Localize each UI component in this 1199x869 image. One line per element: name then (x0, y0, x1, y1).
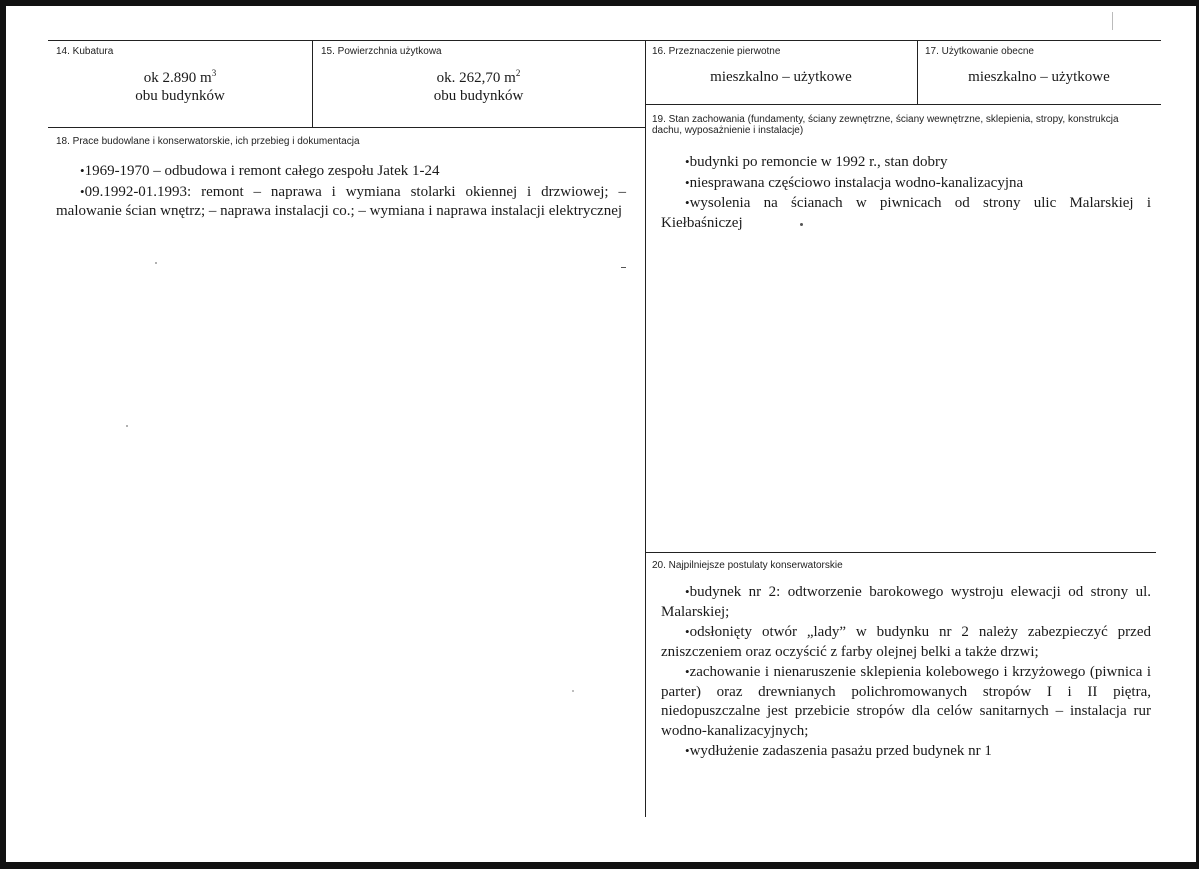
field20-item-text: zachowanie i nienaruszenie sklepienia kolebowego i krzyżowego (piwnica i parter) oraz drewnianych polichromowanych stropów I i II piętra, niedopuszczalne jest przebicie stropów dla celów sanitarnych – instalacja rur wodno-kanalizacyjnych; (661, 664, 1151, 739)
field19-item (661, 173, 1151, 194)
field16-label: 16. Przeznaczenie pierwotne (652, 46, 781, 57)
field18-label: 18. Prace budowlane i konserwatorskie, ich przebieg i dokumentacja (56, 136, 360, 147)
field20-item-text: wydłużenie zadaszenia pasażu przed budynek nr 1 (689, 743, 992, 759)
scan-speck (1112, 12, 1113, 30)
field20-content (661, 582, 1151, 762)
field19-item (661, 193, 1151, 233)
field19-item-text: niesprawana częściowo instalacja wodno-kanalizacyjna (689, 174, 1024, 191)
bullet-icon: • (685, 743, 690, 758)
field15-value-line2: obu budynków (433, 88, 524, 104)
field19-item-text: wysolenia na ścianach w piwnicach od strony ulic Malarskiej i Kiełbaśniczej (661, 195, 1151, 231)
field20-label: 20. Najpilniejsze postulaty konserwatorskie (652, 560, 843, 571)
bullet-icon: • (685, 174, 690, 190)
field19-content (661, 152, 1151, 233)
field17-label: 17. Użytkowanie obecne (925, 46, 1034, 57)
top-rule (48, 40, 1161, 41)
scan-speck (155, 262, 157, 264)
scan-speck (572, 690, 574, 692)
field18-item (56, 182, 626, 222)
field19-label: 19. Stan zachowania (fundamenty, ściany zewnętrzne, ściany wewnętrzne, sklepienia, stropy, konstrukcja dachu, wyposażnienie i instalacje) (652, 114, 1119, 136)
field14-value-line1: ok 2.890 m (143, 70, 212, 86)
field20-item (661, 582, 1151, 622)
field18-item (56, 161, 626, 182)
field18-item-text: 09.1992-01.1993: remont – naprawa i wymiana stolarki okiennej i drzwiowej; – malowanie ścian wnętrz; – naprawa instalacji co.; – wymiana i naprawa instalacji elektrycznej (56, 183, 626, 219)
field20-item-text: budynek nr 2: odtworzenie barokowego wystroju elewacji od strony ul. Malarskiej; (661, 584, 1151, 620)
field14-value-line2: obu budynków (135, 88, 225, 104)
bullet-icon: • (80, 163, 85, 178)
main-column-divider (645, 40, 646, 817)
rule-under-top-row-right (645, 104, 1161, 105)
field15-label: 15. Powierzchnia użytkowa (321, 46, 442, 57)
bullet-icon: • (685, 584, 690, 599)
bullet-icon: • (685, 664, 690, 679)
rule-under-field19 (645, 552, 1156, 553)
field16-value: mieszkalno – użytkowe (710, 69, 852, 85)
field19-item-text: budynki po remoncie w 1992 r., stan dobry (689, 154, 948, 170)
scan-speck (621, 267, 626, 268)
field15-value (312, 64, 645, 105)
field20-item (661, 741, 1151, 762)
field15-value-superscript: 2 (515, 68, 521, 78)
field17-value: mieszkalno – użytkowe (968, 69, 1110, 85)
bullet-icon: • (685, 195, 690, 210)
field20-item-text: odsłonięty otwór „lady” w budynku nr 2 należy zabezpieczyć przed zniszczeniem oraz oczyścić z farby olejnej belki a także drzwi; (661, 624, 1151, 660)
field18-item-text: 1969-1970 – odbudowa i remont całego zespołu Jatek 1-24 (84, 163, 440, 179)
scan-speck (126, 425, 128, 427)
field15-value-line1: ok. 262,70 m (436, 70, 516, 86)
field20-item (661, 662, 1151, 741)
bullet-icon: • (80, 183, 85, 199)
field18-content (56, 161, 626, 222)
field19-item (661, 152, 1151, 173)
bullet-icon: • (685, 624, 690, 639)
field14-value (48, 64, 312, 105)
rule-under-top-row-left (48, 127, 645, 128)
field14-value-superscript: 3 (211, 68, 217, 78)
scan-speck (800, 223, 803, 226)
bullet-icon: • (685, 154, 690, 169)
field20-item (661, 622, 1151, 662)
field14-label: 14. Kubatura (56, 46, 114, 57)
